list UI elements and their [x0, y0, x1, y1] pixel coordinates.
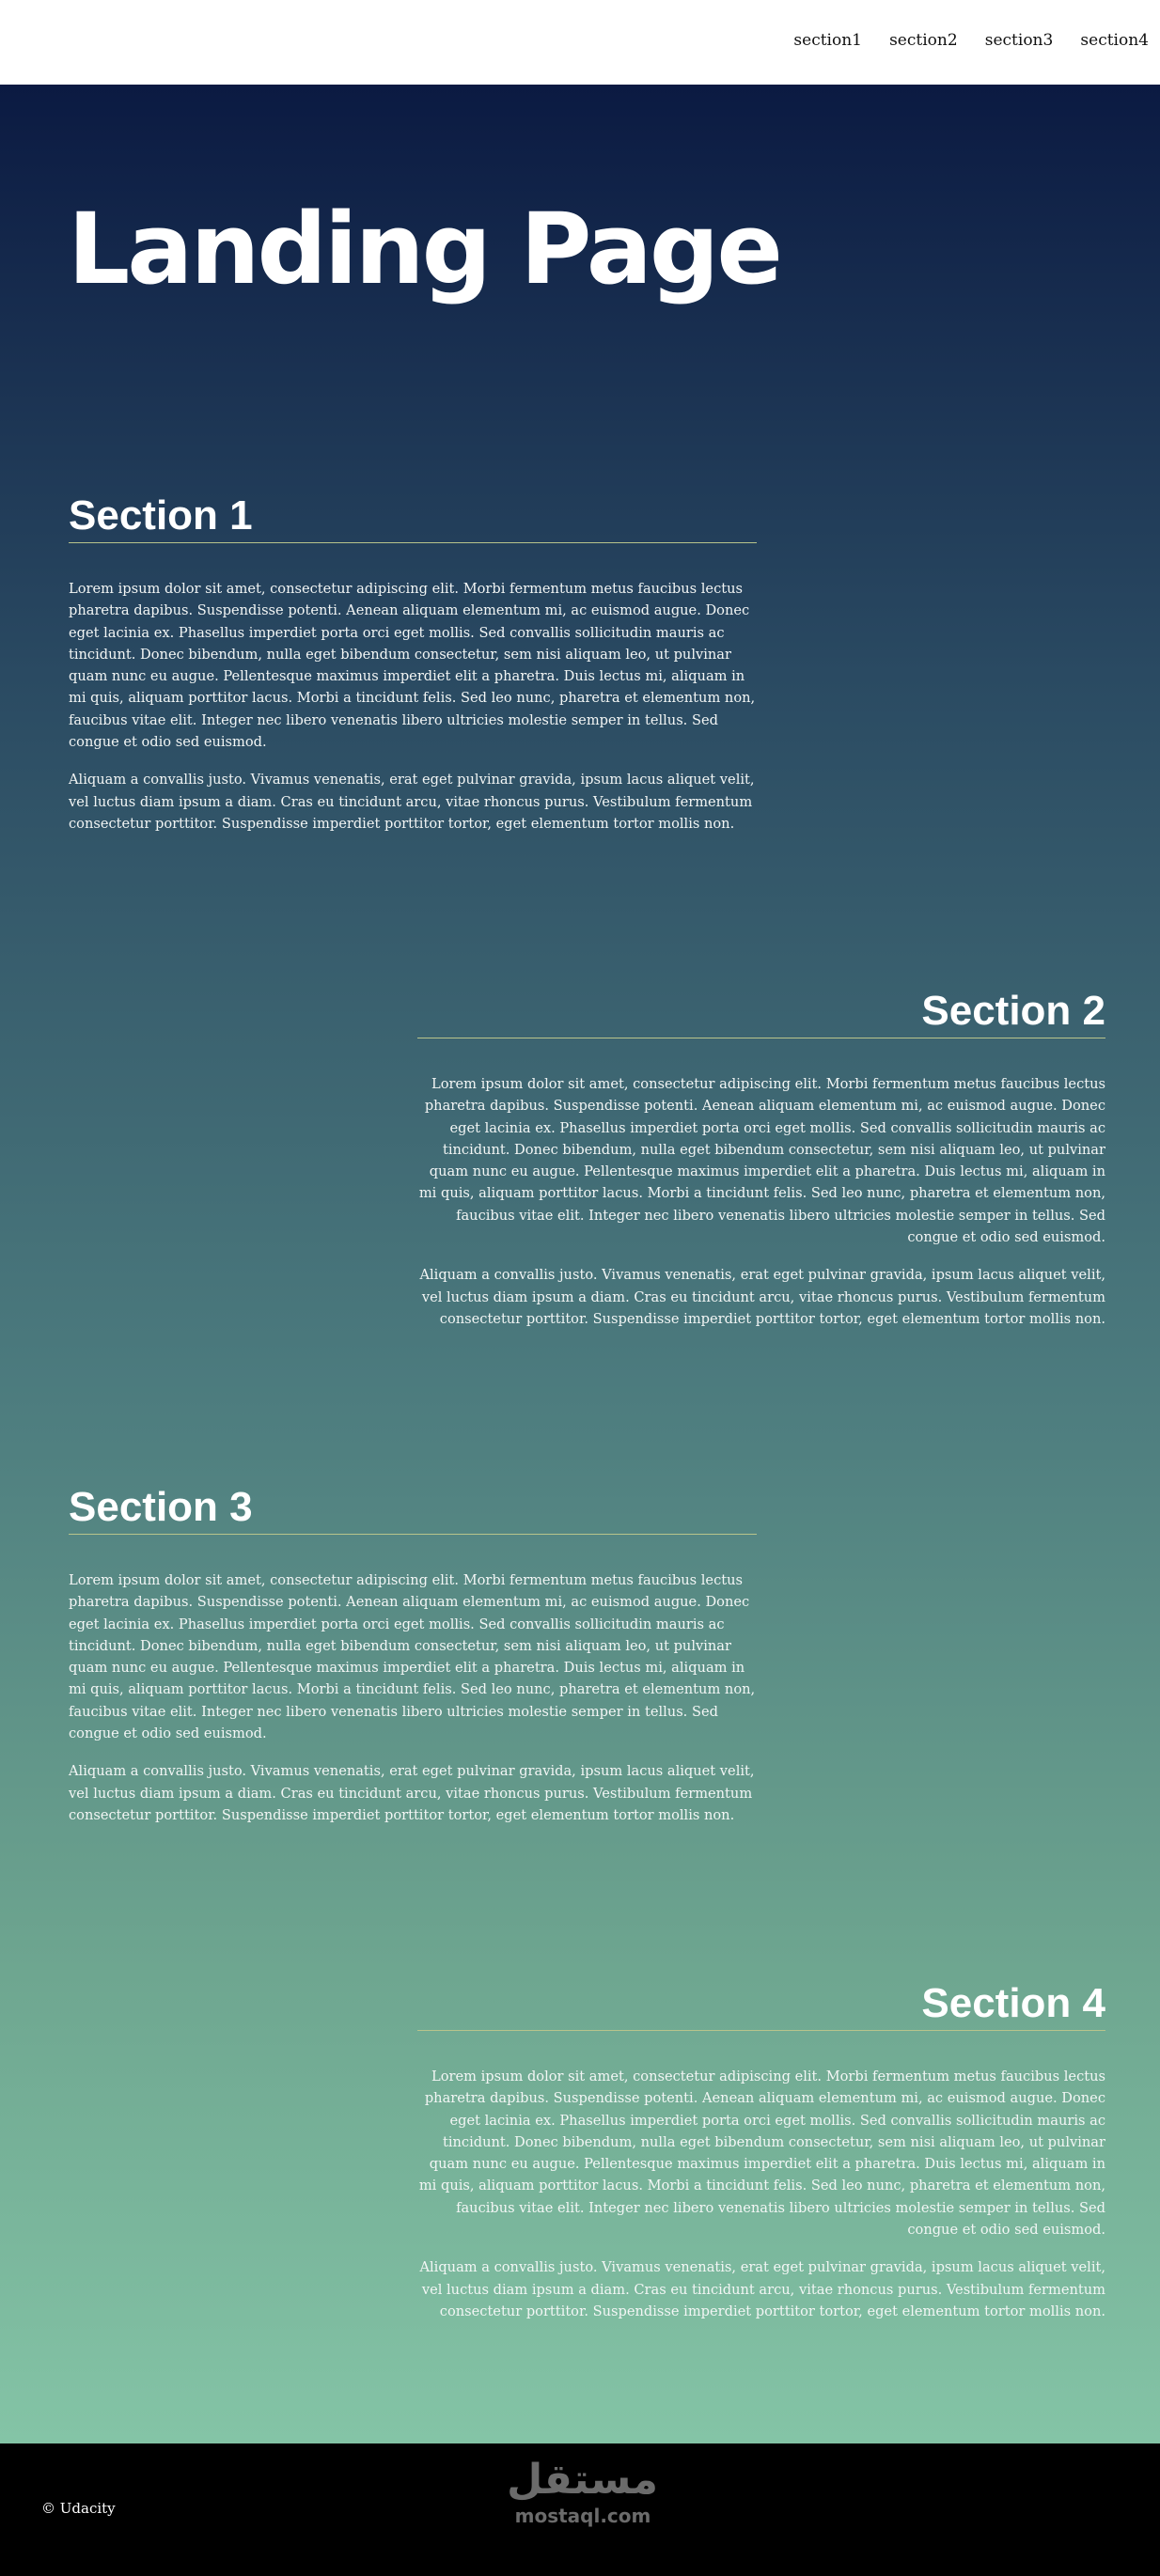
page-footer	[0, 2443, 1160, 2576]
nav-link-section3[interactable]: section3	[984, 31, 1054, 50]
section-4	[417, 1979, 1105, 2322]
section-2-paragraph-1: Lorem ipsum dolor sit amet, consectetur adipiscing elit. Morbi fermentum metus faucibus lectus pharetra dapibus. Suspendisse potenti. Aenean aliquam elementum mi, ac euismod augue. Donec eget lacinia ex. Phasellus imperdiet porta orci eget mollis. Sed convallis sollicitudin mauris ac tincidunt. Donec bibendum, nulla eget bibendum consectetur, sem nisi aliquam leo, ut pulvinar quam nunc eu augue. Pellentesque maximus imperdiet elit a pharetra. Duis lectus mi, aliquam in mi quis, aliquam porttitor lacus. Morbi a tincidunt felis. Sed leo nunc, pharetra et elementum non, faucibus vitae elit. Integer nec libero venenatis libero ultricies molestie semper in tellus. Sed congue et odio sed euismod.	[418, 1076, 1105, 1246]
footer-copyright: © Udacity	[41, 2500, 116, 2517]
section-1-paragraph-2: Aliquam a convallis justo. Vivamus venenatis, erat eget pulvinar gravida, ipsum lacus aliquet velit, vel luctus diam ipsum a diam. Cras eu tincidunt arcu, vitae rhoncus purus. Vestibulum fermentum consectetur porttitor. Suspendisse imperdiet porttitor tortor, eget elementum tortor mollis non.	[69, 772, 755, 832]
section-4-heading: Section 4	[417, 1979, 1105, 2031]
watermark-arabic-text: مستقل	[507, 2456, 658, 2504]
nav-link-section1[interactable]: section1	[793, 31, 862, 50]
page-title: Landing Page	[68, 192, 780, 306]
nav-item-section2	[878, 31, 969, 49]
section-3	[69, 1483, 757, 1826]
nav-list	[782, 31, 1160, 50]
navbar	[0, 0, 1160, 85]
nav-item-section4	[1069, 31, 1160, 49]
section-3-heading: Section 3	[69, 1483, 757, 1535]
section-3-paragraph-1: Lorem ipsum dolor sit amet, consectetur adipiscing elit. Morbi fermentum metus faucibus lectus pharetra dapibus. Suspendisse potenti. Aenean aliquam elementum mi, ac euismod augue. Donec eget lacinia ex. Phasellus imperdiet porta orci eget mollis. Sed convallis sollicitudin mauris ac tincidunt. Donec bibendum, nulla eget bibendum consectetur, sem nisi aliquam leo, ut pulvinar quam nunc eu augue. Pellentesque maximus imperdiet elit a pharetra. Duis lectus mi, aliquam in mi quis, aliquam porttitor lacus. Morbi a tincidunt felis. Sed leo nunc, pharetra et elementum non, faucibus vitae elit. Integer nec libero venenatis libero ultricies molestie semper in tellus. Sed congue et odio sed euismod.	[69, 1572, 756, 1742]
section-2-paragraph-2: Aliquam a convallis justo. Vivamus venenatis, erat eget pulvinar gravida, ipsum lacus aliquet velit, vel luctus diam ipsum a diam. Cras eu tincidunt arcu, vitae rhoncus purus. Vestibulum fermentum consectetur porttitor. Suspendisse imperdiet porttitor tortor, eget elementum tortor mollis non.	[419, 1267, 1105, 1327]
section-4-paragraph-1: Lorem ipsum dolor sit amet, consectetur adipiscing elit. Morbi fermentum metus faucibus lectus pharetra dapibus. Suspendisse potenti. Aenean aliquam elementum mi, ac euismod augue. Donec eget lacinia ex. Phasellus imperdiet porta orci eget mollis. Sed convallis sollicitudin mauris ac tincidunt. Donec bibendum, nulla eget bibendum consectetur, sem nisi aliquam leo, ut pulvinar quam nunc eu augue. Pellentesque maximus imperdiet elit a pharetra. Duis lectus mi, aliquam in mi quis, aliquam porttitor lacus. Morbi a tincidunt felis. Sed leo nunc, pharetra et elementum non, faucibus vitae elit. Integer nec libero venenatis libero ultricies molestie semper in tellus. Sed congue et odio sed euismod.	[418, 2069, 1105, 2239]
nav-item-section3	[974, 31, 1065, 49]
section-1-paragraph-1: Lorem ipsum dolor sit amet, consectetur adipiscing elit. Morbi fermentum metus faucibus lectus pharetra dapibus. Suspendisse potenti. Aenean aliquam elementum mi, ac euismod augue. Donec eget lacinia ex. Phasellus imperdiet porta orci eget mollis. Sed convallis sollicitudin mauris ac tincidunt. Donec bibendum, nulla eget bibendum consectetur, sem nisi aliquam leo, ut pulvinar quam nunc eu augue. Pellentesque maximus imperdiet elit a pharetra. Duis lectus mi, aliquam in mi quis, aliquam porttitor lacus. Morbi a tincidunt felis. Sed leo nunc, pharetra et elementum non, faucibus vitae elit. Integer nec libero venenatis libero ultricies molestie semper in tellus. Sed congue et odio sed euismod.	[69, 581, 756, 751]
nav-item-section1	[782, 31, 873, 49]
section-2	[417, 987, 1105, 1330]
main-content	[0, 85, 1160, 2443]
section-2-heading: Section 2	[417, 987, 1105, 1038]
section-3-paragraph-2: Aliquam a convallis justo. Vivamus venenatis, erat eget pulvinar gravida, ipsum lacus aliquet velit, vel luctus diam ipsum a diam. Cras eu tincidunt arcu, vitae rhoncus purus. Vestibulum fermentum consectetur porttitor. Suspendisse imperdiet porttitor tortor, eget elementum tortor mollis non.	[69, 1763, 755, 1823]
section-1	[69, 492, 757, 835]
nav-link-section2[interactable]: section2	[889, 31, 958, 50]
nav-link-section4[interactable]: section4	[1080, 31, 1149, 50]
watermark-latin-text: mostaql.com	[514, 2505, 651, 2527]
section-4-paragraph-2: Aliquam a convallis justo. Vivamus venenatis, erat eget pulvinar gravida, ipsum lacus aliquet velit, vel luctus diam ipsum a diam. Cras eu tincidunt arcu, vitae rhoncus purus. Vestibulum fermentum consectetur porttitor. Suspendisse imperdiet porttitor tortor, eget elementum tortor mollis non.	[419, 2259, 1105, 2319]
section-1-heading: Section 1	[69, 492, 757, 543]
mostaql-watermark	[508, 2455, 658, 2526]
